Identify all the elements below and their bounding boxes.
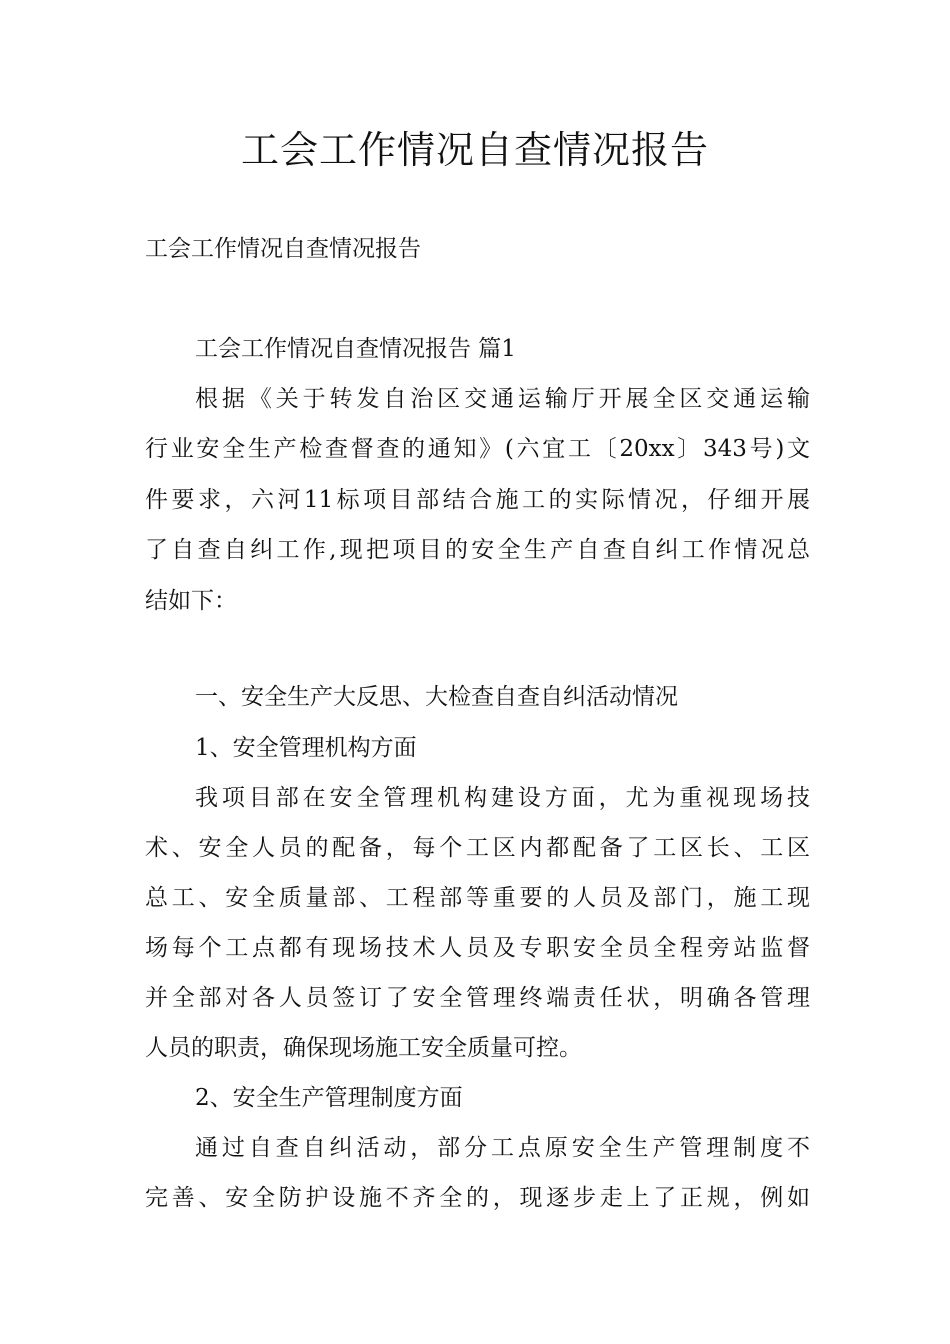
paragraph2-line: 总工、安全质量部、工程部等重要的人员及部门，施工现 (145, 885, 810, 911)
paragraph2-line: 人员的职责，确保现场施工安全质量可控。 (145, 1035, 582, 1061)
paragraph2-line: 场每个工点都有现场技术人员及专职安全员全程旁站监督 (145, 935, 810, 961)
document-subtitle: 工会工作情况自查情况报告 (145, 236, 421, 262)
paragraph1-line: 结如下： (145, 588, 237, 614)
sub-heading-2: 2、安全生产管理制度方面 (195, 1085, 463, 1111)
heading-one: 一、安全生产大反思、大检查自查自纠活动情况 (195, 684, 678, 710)
paragraph2-line: 并全部对各人员签订了安全管理终端责任状，明确各管理 (145, 985, 810, 1011)
paragraph3-line: 完善、安全防护设施不齐全的，现逐步走上了正规，例如 (145, 1185, 810, 1211)
paragraph2-line: 我项目部在安全管理机构建设方面，尤为重视现场技 (195, 785, 810, 811)
paragraph1-line: 件要求，六河11标项目部结合施工的实际情况，仔细开展 (145, 487, 810, 513)
sub-heading-1: 1、安全管理机构方面 (195, 735, 417, 761)
section-heading: 工会工作情况自查情况报告 篇1 (195, 336, 516, 362)
paragraph1-line: 行业安全生产检查督查的通知》(六宜工〔20xx〕343号)文 (145, 436, 810, 462)
paragraph1-line: 根据《关于转发自治区交通运输厅开展全区交通运输 (195, 386, 810, 412)
paragraph3-line: 通过自查自纠活动，部分工点原安全生产管理制度不 (195, 1135, 810, 1161)
paragraph1-line: 了自查自纠工作,现把项目的安全生产自查自纠工作情况总 (145, 537, 810, 563)
document-title: 工会工作情况自查情况报告 (240, 128, 709, 172)
paragraph2-line: 术、安全人员的配备，每个工区内都配备了工区长、工区 (145, 835, 810, 861)
